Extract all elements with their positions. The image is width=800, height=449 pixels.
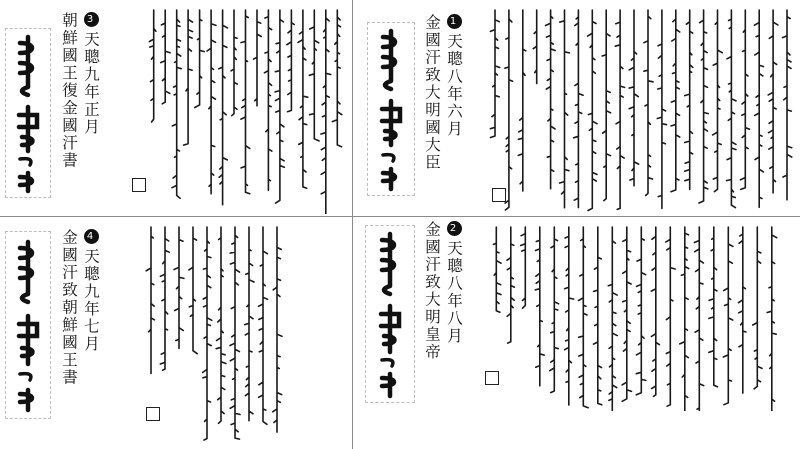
manchu-document-image [136, 221, 286, 445]
script-column [535, 227, 544, 386]
script-column [216, 227, 226, 423]
script-column [550, 227, 559, 393]
script-column [149, 10, 156, 122]
panel-number-badge: 3 [84, 12, 99, 27]
script-column [565, 227, 574, 405]
script-column [657, 10, 666, 208]
script-column [245, 227, 254, 421]
script-column [680, 227, 689, 411]
script-columns [494, 227, 777, 411]
manchu-document-image [480, 4, 796, 214]
manchu-document-image [140, 6, 345, 214]
script-column [594, 227, 602, 405]
script-column [275, 10, 284, 203]
manchu-title-script-icon [368, 23, 414, 195]
panel-4 [0, 217, 352, 449]
script-column [767, 227, 777, 411]
script-columns [490, 10, 791, 211]
panel-1 [353, 0, 800, 216]
panel-2 [353, 217, 800, 449]
caption-description: 金國汗致朝鮮國王書 [60, 229, 78, 387]
script-column [740, 10, 749, 189]
script-column [203, 227, 212, 440]
panel-caption [58, 12, 102, 212]
script-column [287, 10, 294, 112]
script-column [309, 10, 319, 141]
script-column [602, 10, 610, 201]
panel-number-badge: 1 [447, 14, 462, 29]
script-column [241, 10, 250, 194]
script-column [189, 227, 197, 354]
caption-date: 天聰九年七月 [82, 248, 100, 353]
script-column [146, 227, 154, 374]
script-column [494, 227, 502, 312]
script-column [533, 10, 536, 84]
script-column [254, 10, 262, 106]
caption-description: 朝鮮國王復金國汗書 [60, 12, 78, 170]
script-column [490, 10, 499, 138]
script-column [507, 227, 514, 343]
script-column [671, 10, 680, 192]
caption-date: 天聰八年八月 [445, 240, 463, 345]
script-column [560, 10, 570, 208]
script-column [219, 10, 228, 205]
script-column [184, 10, 193, 145]
script-columns [146, 227, 282, 440]
script-column [298, 10, 308, 188]
script-column [521, 227, 526, 308]
script-column [259, 227, 268, 424]
script-column [231, 10, 237, 116]
script-column [505, 10, 513, 210]
script-column [161, 10, 170, 104]
script-column [699, 10, 708, 203]
manchu-title-script-icon [366, 226, 414, 402]
script-column [666, 227, 675, 406]
script-column [172, 10, 181, 198]
script-column [753, 227, 762, 389]
script-column [713, 10, 723, 192]
script-column [727, 10, 737, 208]
manchu-document-image [481, 221, 781, 411]
manchu-title-script-icon [6, 232, 50, 418]
caption-description: 金國汗致大明國大臣 [423, 14, 441, 172]
script-column [622, 227, 631, 401]
script-column [709, 227, 718, 387]
manchu-title-label [367, 22, 415, 196]
script-columns [149, 10, 341, 214]
script-column [783, 10, 792, 200]
script-column [754, 10, 763, 207]
script-column [685, 10, 693, 189]
manchu-title-label [5, 231, 51, 419]
script-column [207, 10, 216, 194]
script-column [195, 10, 204, 108]
script-column [574, 10, 584, 208]
script-column [694, 227, 703, 411]
script-column [629, 10, 639, 186]
script-column [739, 227, 746, 393]
script-column [636, 227, 645, 395]
panel-caption [421, 14, 465, 214]
script-column [160, 227, 169, 370]
script-column [615, 10, 624, 209]
script-column [273, 227, 282, 432]
script-column [321, 10, 331, 214]
script-column [264, 10, 271, 190]
script-column [768, 10, 778, 193]
script-column [546, 10, 556, 189]
script-column [651, 227, 659, 396]
script-column [230, 227, 240, 439]
script-column [174, 227, 184, 348]
script-column [608, 227, 617, 411]
panel-caption [58, 229, 102, 439]
manchu-title-script-icon [6, 29, 50, 197]
script-column [644, 10, 653, 196]
panel-caption [421, 221, 465, 421]
script-column [518, 10, 526, 191]
caption-date: 天聰九年正月 [82, 31, 100, 136]
manchu-title-label [5, 28, 51, 198]
manchu-title-label [365, 225, 415, 403]
panel-number-badge: 4 [84, 229, 99, 244]
script-column [332, 10, 342, 147]
caption-description: 金國汗致大明皇帝 [423, 221, 441, 361]
caption-date: 天聰八年六月 [445, 33, 463, 138]
panel-3 [0, 0, 352, 216]
script-column [579, 227, 589, 408]
panel-number-badge: 2 [447, 221, 462, 236]
script-column [723, 227, 733, 405]
script-column [588, 10, 597, 211]
